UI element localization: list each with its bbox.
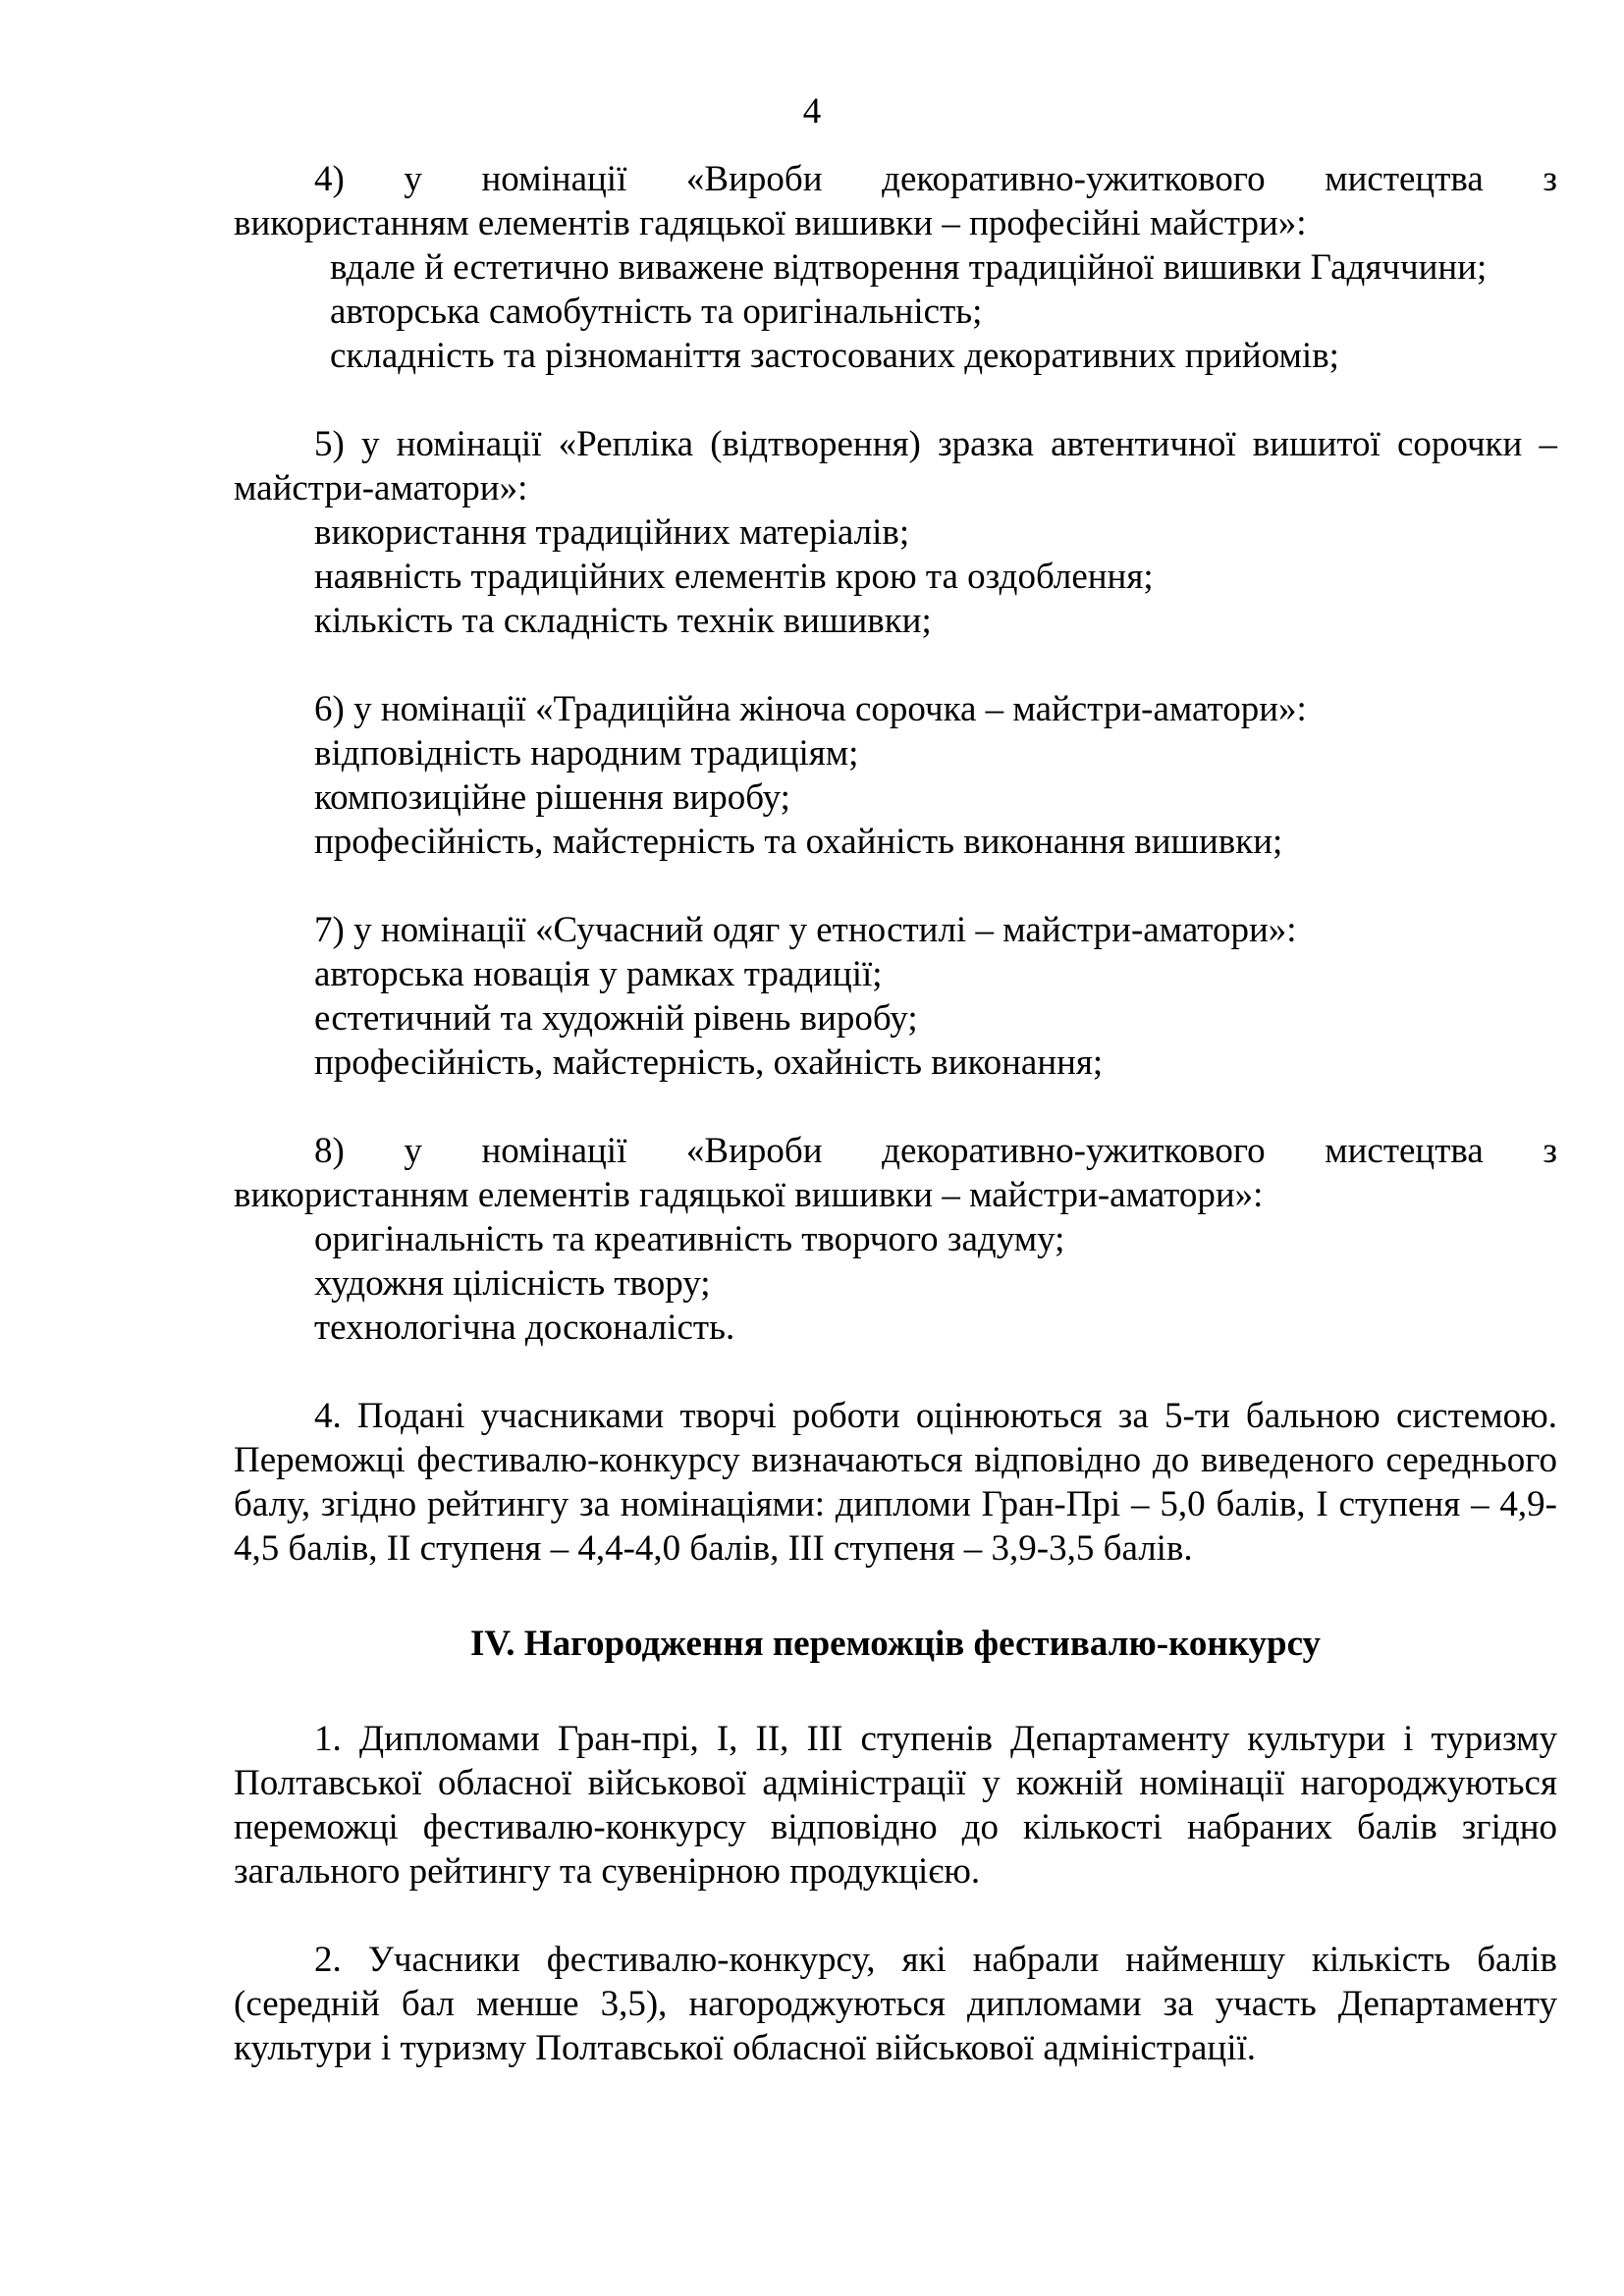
criteria-item: технологічна досконалість. xyxy=(314,1308,735,1348)
criteria-item: естетичний та художній рівень виробу; xyxy=(314,998,918,1039)
criteria-block-4 xyxy=(234,157,1557,378)
document-body xyxy=(234,157,1557,2070)
award-paragraph-1: 1. Дипломами Гран-прі, І, ІІ, ІІІ ступенів Департаменту культури і туризму Полтавської обласної військової адміністрації у кожній номінації нагороджуються переможці фестивалю-конкурсу відповідно до кількості набраних балів згідно загального рейтингу та сувенірною продукцією. xyxy=(234,1719,1557,1892)
section-heading: IV. Нагородження переможців фестивалю-конкурсу xyxy=(469,1624,1322,1664)
criteria-item: професійність, майстерність та охайність виконання вишивки; xyxy=(314,822,1283,862)
criteria-title-line: 4) у номінації «Вироби декоративно-ужиткового мистецтва з xyxy=(314,159,1557,199)
criteria-title-line: 5) у номінації «Репліка (відтворення) зразка автентичної вишитої сорочки – xyxy=(314,424,1557,464)
criteria-block-5 xyxy=(234,422,1557,643)
criteria-item: професійність, майстерність, охайність виконання; xyxy=(314,1042,1104,1083)
criteria-block-7 xyxy=(234,908,1557,1085)
page-number: 4 xyxy=(802,91,822,132)
criteria-title-line: 6) у номінації «Традиційна жіноча сорочка – майстри-аматори»: xyxy=(314,689,1307,729)
scoring-paragraph: 4. Подані учасниками творчі роботи оцінюються за 5-ти бальною системою. Переможці фестивалю-конкурсу визначаються відповідно до виведеного середнього балу, згідно рейтингу за номінаціями: дипломи Гран-Прі – 5,0 балів, І ступеня – 4,9-4,5 балів, ІІ ступеня – 4,4-4,0 балів, ІІІ ступеня – 3,9-3,5 балів. xyxy=(234,1396,1557,1569)
criteria-item: художня цілісність твору; xyxy=(314,1263,711,1304)
criteria-title-line: використанням елементів гадяцької вишивки – професійні майстри»: xyxy=(234,203,1307,243)
criteria-title-line: майстри-аматори»: xyxy=(234,468,528,508)
criteria-title-line: 8) у номінації «Вироби декоративно-ужиткового мистецтва з xyxy=(314,1131,1557,1171)
criteria-item: авторська новація у рамках традиції; xyxy=(314,954,883,994)
criteria-block-6 xyxy=(234,687,1557,864)
criteria-item: композиційне рішення виробу; xyxy=(314,777,790,818)
criteria-item: використання традиційних матеріалів; xyxy=(314,512,910,553)
award-paragraph-2: 2. Учасники фестивалю-конкурсу, які набрали найменшу кількість балів (середній бал менше 3,5), нагороджуються дипломами за участь Департаменту культури і туризму Полтавської обласної військової адміністрації. xyxy=(234,1940,1557,2068)
criteria-item: оригінальність та креативність творчого задуму; xyxy=(314,1219,1065,1259)
criteria-item: авторська самобутність та оригінальність; xyxy=(330,292,983,332)
criteria-item: складність та різноманіття застосованих декоративних прийомів; xyxy=(330,336,1339,376)
criteria-item: кількість та складність технік вишивки; xyxy=(314,601,932,641)
criteria-block-8 xyxy=(234,1129,1557,1350)
criteria-title-line: 7) у номінації «Сучасний одяг у етностилі – майстри-аматори»: xyxy=(314,910,1297,950)
criteria-item: відповідність народним традиціям; xyxy=(314,733,859,774)
criteria-item: вдале й естетично виважене відтворення традиційної вишивки Гадяччини; xyxy=(330,247,1488,288)
criteria-item: наявність традиційних елементів крою та оздоблення; xyxy=(314,557,1154,597)
criteria-title-line: використанням елементів гадяцької вишивки – майстри-аматори»: xyxy=(234,1175,1264,1215)
